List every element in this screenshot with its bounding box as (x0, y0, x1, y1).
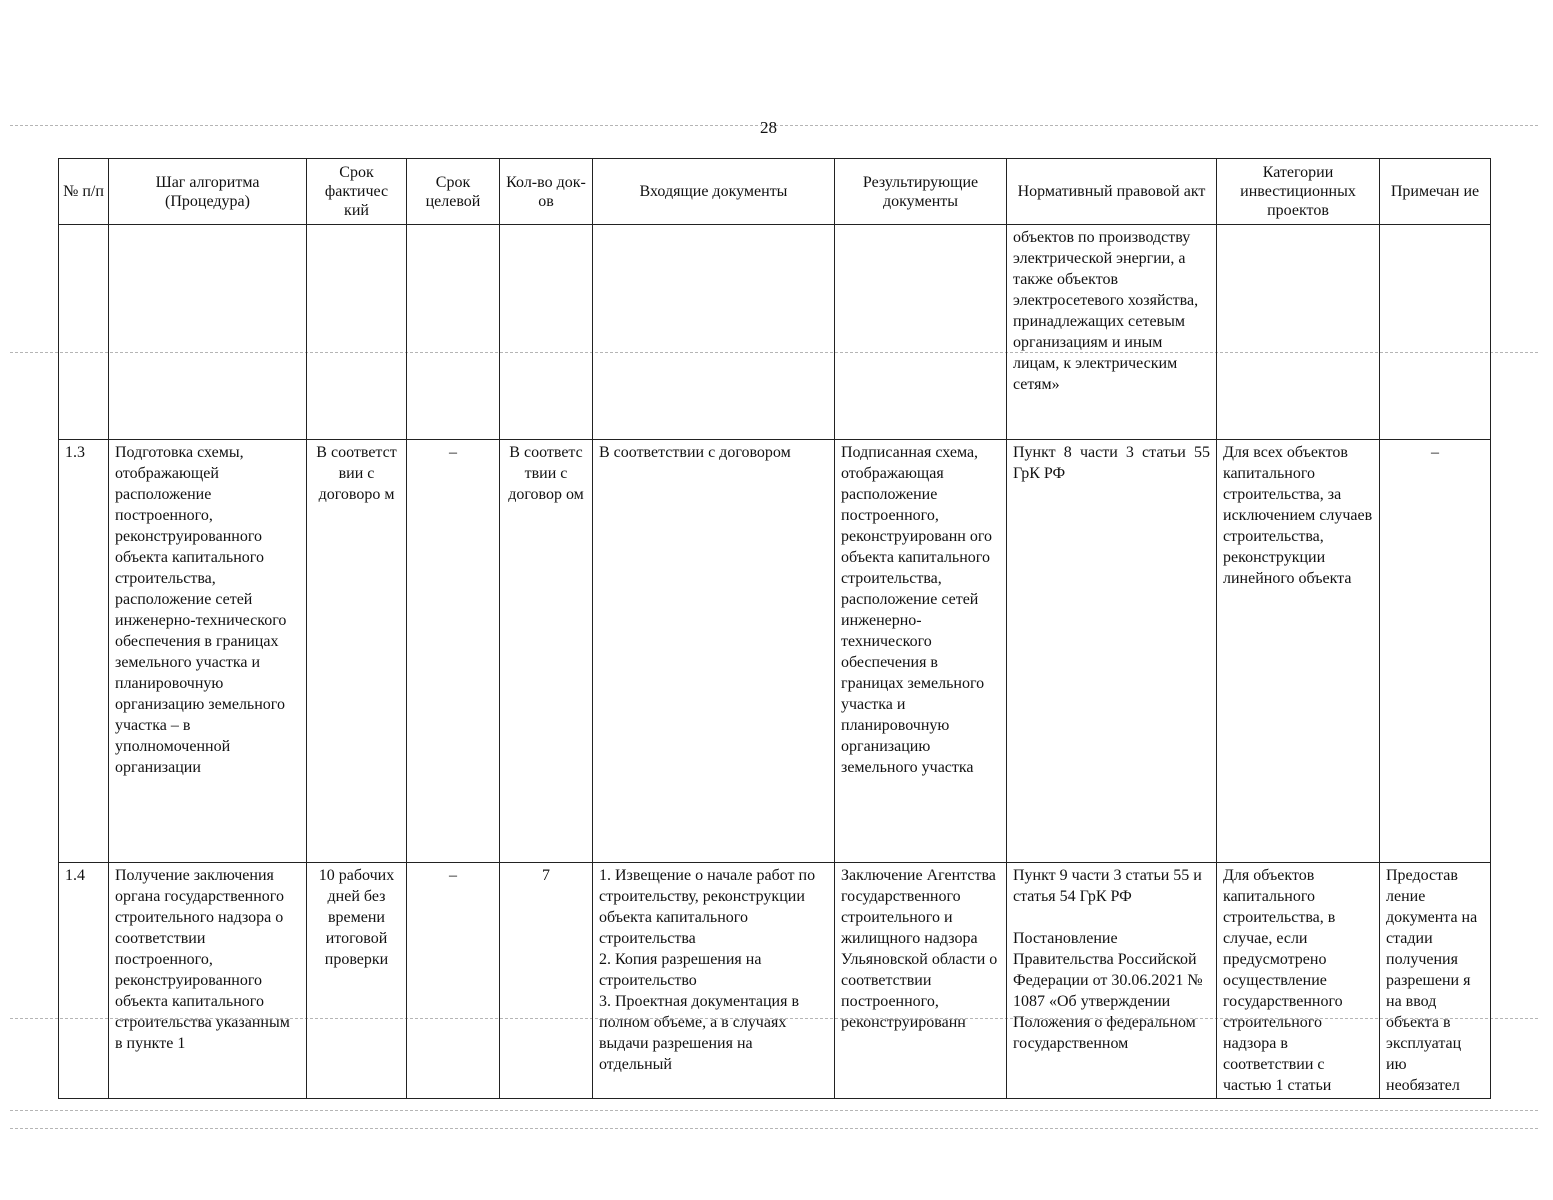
cell-legal-act: Пункт 9 части 3 статьи 55 и статья 54 ГрК РФ Постановление Правительства Российской Федерации от 30.06.2021 № 1087 «Об утверждении Положения о федеральном государственном (1007, 863, 1217, 1099)
cell-empty (1217, 225, 1380, 440)
table-header-row (59, 159, 1491, 225)
header-legal-act: Нормативный правовой акт (1007, 159, 1217, 225)
cell-categories: Для всех объектов капитального строительства, за исключением случаев строительства, реконструкции линейного объекта (1217, 440, 1380, 863)
cell-num: 1.3 (59, 440, 109, 863)
cell-empty (835, 225, 1007, 440)
cell-empty (593, 225, 835, 440)
cell-empty (59, 225, 109, 440)
cell-result-docs: Заключение Агентства государственного строительного и жилищного надзора Ульяновской области о соответствии построенного, реконструированн (835, 863, 1007, 1099)
scan-artifact-line (10, 1110, 1538, 1111)
cell-empty (307, 225, 407, 440)
cell-actual-term: В соответст вии с договоро м (307, 440, 407, 863)
cell-note: – (1380, 440, 1491, 863)
header-categories: Категории инвестиционных проектов (1217, 159, 1380, 225)
table-row (59, 440, 1491, 863)
cell-empty (1380, 225, 1491, 440)
cell-empty (407, 225, 500, 440)
cell-doc-count: 7 (500, 863, 593, 1099)
header-target-term: Срок целевой (407, 159, 500, 225)
cell-actual-term: 10 рабочих дней без времени итоговой проверки (307, 863, 407, 1099)
cell-num: 1.4 (59, 863, 109, 1099)
table-row-continuation (59, 225, 1491, 440)
header-actual-term: Срок фактичес кий (307, 159, 407, 225)
table-row (59, 863, 1491, 1099)
scan-artifact-line (10, 1128, 1538, 1129)
cell-doc-count: В соответс твии с договор ом (500, 440, 593, 863)
header-note: Примечан ие (1380, 159, 1491, 225)
cell-note: Предостав ление документа на стадии получения разрешени я на ввод объекта в эксплуатац ию необязател (1380, 863, 1491, 1099)
header-doc-count: Кол-во док-ов (500, 159, 593, 225)
cell-target-term: – (407, 440, 500, 863)
header-incoming-docs: Входящие документы (593, 159, 835, 225)
cell-step: Получение заключения органа государственного строительного надзора о соответствии построенного, реконструированного объекта капитального строительства указанным в пункте 1 (109, 863, 307, 1099)
cell-empty (500, 225, 593, 440)
cell-result-docs: Подписанная схема, отображающая расположение построенного, реконструированн ого объекта капитального строительства, расположение сетей инженерно-технического обеспечения в границах земельного участка и планировочную организацию земельного участка (835, 440, 1007, 863)
cell-legal-continuation: объектов по производству электрической энергии, а также объектов электросетевого хозяйства, принадлежащих сетевым организациям и иным лицам, к электрическим сетям» (1007, 225, 1217, 440)
header-num: № п/п (59, 159, 109, 225)
cell-empty (109, 225, 307, 440)
cell-categories: Для объектов капитального строительства, в случае, если предусмотрено осуществление государственного строительного надзора в соответствии с частью 1 статьи (1217, 863, 1380, 1099)
page-number: 28 (760, 118, 777, 137)
header-step: Шаг алгоритма (Процедура) (109, 159, 307, 225)
procedure-table (58, 158, 1491, 1099)
cell-incoming-docs: В соответствии с договором (593, 440, 835, 863)
cell-incoming-docs: 1. Извещение о начале работ по строительству, реконструкции объекта капитального строительства 2. Копия разрешения на строительство 3. Проектная документация в полном объеме, а в случаях выдачи разрешения на отдельный (593, 863, 835, 1099)
header-result-docs: Результирующие документы (835, 159, 1007, 225)
cell-step: Подготовка схемы, отображающей расположение построенного, реконструированного объекта капитального строительства, расположение сетей инженерно-технического обеспечения в границах земельного участка и планировочную организацию земельного участка – в уполномоченной организации (109, 440, 307, 863)
cell-target-term: – (407, 863, 500, 1099)
cell-legal-act: Пункт 8 части 3 статьи 55 ГрК РФ (1007, 440, 1217, 863)
